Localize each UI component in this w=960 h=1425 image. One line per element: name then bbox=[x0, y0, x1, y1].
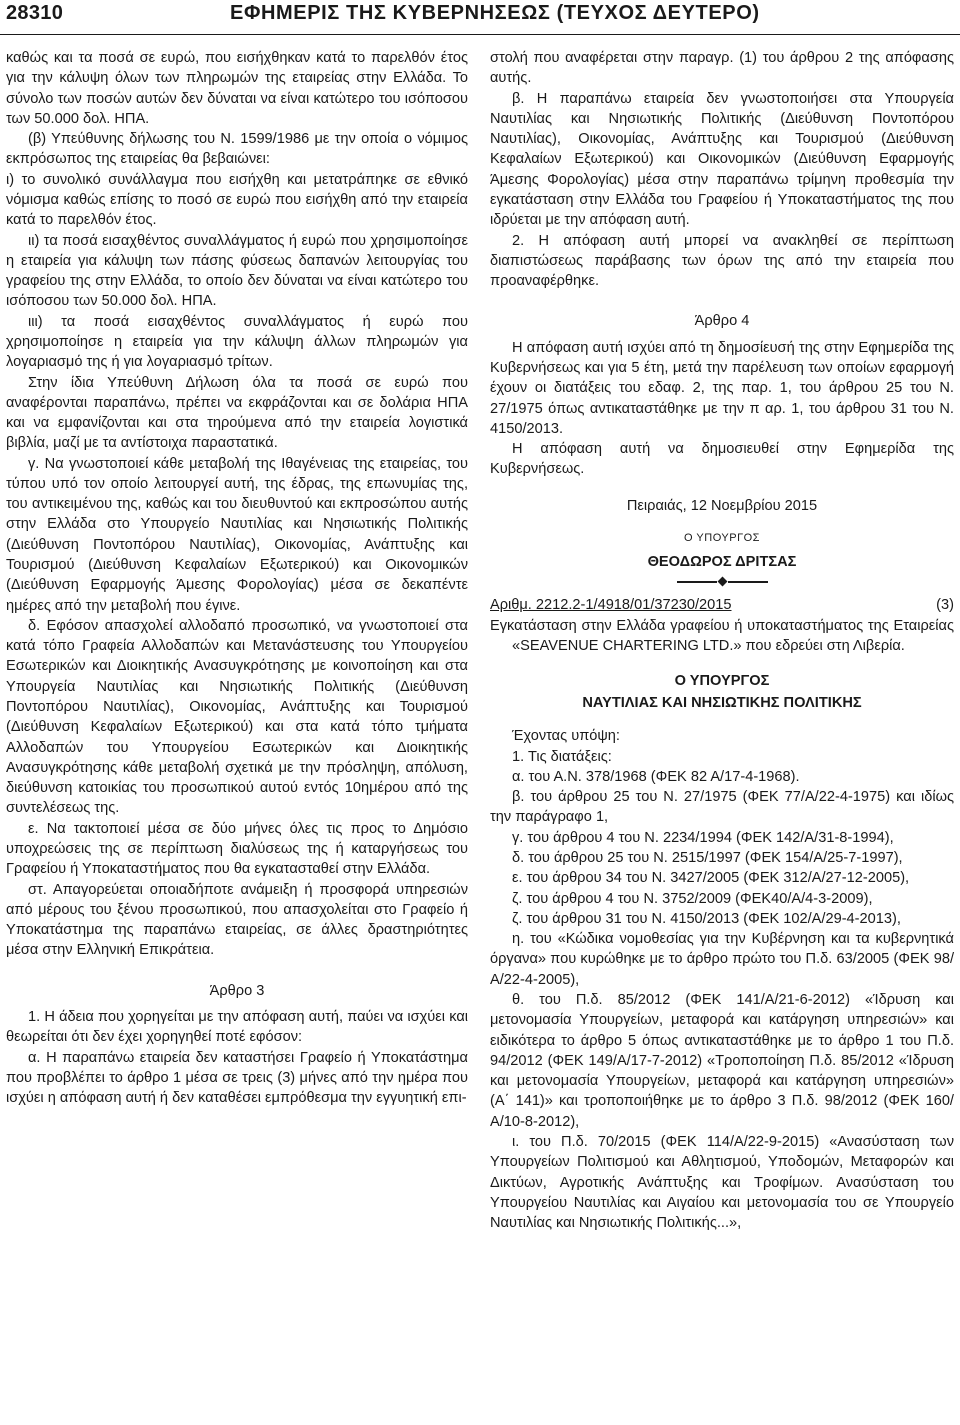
list-item: θ. του Π.δ. 85/2012 (ΦΕΚ 141/Α/21-6-2012) «Ίδρυση και μετονομασία Υπουργείων, μεταφορά και κατάργηση υπηρεσιών» και ειδικότερα το άρθρο 5 όπως αντικαταστάθηκε με το άρθρο 1 του Π.δ. 94/2012 (ΦΕΚ 149/Α/17-7-2012) «Τροποποίηση Π.δ. 85/2012 «Ίδρυση και μετονομασία Υπουργείων, μεταφορά και κατάργηση υπηρεσιών» (Α΄ 141)» και τροποποιήθηκε με το άρθρο 3 Π.δ. 98/2012 (ΦΕΚ 160/Α/10-8-2012), bbox=[490, 991, 954, 1130]
paragraph: Η απόφαση αυτή να δημοσιευθεί στην Εφημερίδα της Κυβερνήσεως. bbox=[490, 441, 954, 478]
section-divider bbox=[490, 578, 954, 585]
decision-title: Εγκατάσταση στην Ελλάδα γραφείου ή υποκαταστήματος της Εταιρείας «SEAVENUE CHARTERING LTD.» που εδρεύει στη Λιβερία. bbox=[490, 617, 954, 655]
paragraph: στ. Απαγορεύεται οποιαδήποτε ανάμειξη ή προσφορά υπηρεσιών από μέρους του ξένου προσωπικού, που απασχολείται στο Γραφείο ή Υποκατάστημα της παραπάνω εταιρείας, σε άλλες δραστηριότητες μέσα στην Ελληνική Επικράτεια. bbox=[6, 881, 468, 959]
list-item: β. του άρθρου 25 του Ν. 27/1975 (ΦΕΚ 77/Α/22-4-1975) και ιδίως την παράγραφο 1, bbox=[490, 789, 954, 826]
issuer-heading-line2: ΝΑΥΤΙΛΙΑΣ ΚΑΙ ΝΗΣΙΩΤΙΚΗΣ ΠΟΛΙΤΙΚΗΣ bbox=[582, 695, 862, 712]
minister-label: Ο ΥΠΟΥΡΓΟΣ bbox=[684, 531, 760, 544]
paragraph: γ. Να γνωστοποιεί κάθε μεταβολή της Ιθαγένειας της εταιρείας, του τύπου υπό τον οποίο λειτουργεί αυτή, της έδρας, της επωνυμίας της, του αντικειμένου της, καθώς και του διευθυντού και εκπροσώπου αυτής στην Ελλάδα στο Υπουργείο Ναυτιλίας και Νησιωτικής Πολιτικής (Διεύθυνση Ποντοπόρου Ναυτιλίας), Οικονομίας, Ανάπτυξης και Τουρισμού (Διεύθυνση Κεφαλαίων Εξωτερικού) και Οικονομικών (Διεύθυνση Εφαρμογής Άμεσης Φορολογίας) μέσα σε δεκαπέντε ημέρες από την μεταβολή που έγινε. bbox=[6, 455, 468, 614]
list-item: 1. Τις διατάξεις: bbox=[512, 748, 612, 765]
decision-index: (3) bbox=[936, 597, 954, 614]
article-heading: Άρθρο 4 bbox=[694, 313, 750, 330]
paragraph: ε. Να τακτοποιεί μέσα σε δύο μήνες όλες τις προς το Δημόσιο υποχρεώσεις της σε περίπτωση διαλύσεως της ή καταργήσεως του Γραφείου ή Υποκαταστήματος που θα εγκατασταθεί στην Ελλάδα. bbox=[6, 820, 468, 878]
paragraph: (β) Υπεύθυνης δήλωσης του Ν. 1599/1986 με την οποία ο νόμιμος εκπρόσωπος της εταιρείας θα βεβαιώνει: bbox=[6, 131, 468, 168]
right-column bbox=[490, 48, 954, 1233]
list-item: δ. του άρθρου 25 του Ν. 2515/1997 (ΦΕΚ 154/Α/25-7-1997), bbox=[512, 850, 903, 866]
considering-label: Έχοντας υπόψη: bbox=[512, 728, 620, 745]
paragraph: Στην ίδια Υπεύθυνη Δήλωση όλα τα ποσά σε ευρώ που αναφέρονται παραπάνω, πρέπει να εκφράζονται και σε δολάρια ΗΠΑ και να εμφανίζονται και στα τηρούμενα από την εταιρεία λογιστικά βιβλία, μαζί με τα αντίστοιχα παραστατικά. bbox=[6, 374, 468, 452]
minister-name: ΘΕΟΔΩΡΟΣ ΔΡΙΤΣΑΣ bbox=[647, 554, 797, 571]
page-number: 28310 bbox=[6, 2, 64, 24]
gazette-title: ΕΦΗΜΕΡΙΣ ΤΗΣ ΚΥΒΕΡΝΗΣΕΩΣ (ΤΕΥΧΟΣ ΔΕΥΤΕΡΟ) bbox=[230, 2, 760, 24]
paragraph: α. Η παραπάνω εταιρεία δεν καταστήσει Γραφείο ή Υποκατάστημα που προβλέπει το άρθρο 1 μέσα σε τρεις (3) μήνες από την ημέρα που ισχύει η απόφαση αυτή ή δεν καταθέσει εμπρόθεσμα την εγγυητική επι- bbox=[6, 1049, 468, 1107]
list-item: γ. του άρθρου 4 του Ν. 2234/1994 (ΦΕΚ 142/Α/31-8-1994), bbox=[512, 829, 894, 846]
left-column bbox=[6, 48, 468, 1108]
decision-number-row bbox=[490, 595, 954, 615]
list-item: ζ. του άρθρου 31 του Ν. 4150/2013 (ΦΕΚ 102/Α/29-4-2013), bbox=[512, 910, 901, 927]
paragraph: στολή που αναφέρεται στην παραγρ. (1) του άρθρου 2 της απόφασης αυτής. bbox=[490, 50, 954, 87]
place-date: Πειραιάς, 12 Νοεμβρίου 2015 bbox=[626, 497, 818, 514]
paragraph: ιιι) τα ποσά εισαχθέντος συναλλάγματος ή ευρώ που χρησιμοποίησε η εταιρεία για την κάλυψη άλλων πληρωμών για λογαριασμό της ή για λογαριασμό τρίτων. bbox=[6, 313, 468, 371]
list-item: ι. του Π.δ. 70/2015 (ΦΕΚ 114/Α/22-9-2015) «Ανασύσταση των Υπουργείων Πολιτισμού και Αθλητισμού, Υποδομών, Μεταφορών και Δικτύων, Αγροτικής Ανάπτυξης και Τροφίμων. Ανασύσταση του Υπουργείου Ναυτιλίας και Αιγαίου και μετονομασία του σε Υπουργείο Ναυτιλίας και Νησιωτικής Πολιτικής...», bbox=[490, 1133, 954, 1232]
list-item: α. του Α.Ν. 378/1968 (ΦΕΚ 82 Α/17-4-1968). bbox=[512, 768, 800, 785]
decision-number: Αριθμ. 2212.2-1/4918/01/37230/2015 bbox=[490, 597, 732, 614]
list-item: η. του «Κώδικα νομοθεσίας για την Κυβέρνηση και τα κυβερνητικά όργανα» που κυρώθηκε με το άρθρο πρώτο του Π.δ. 63/2005 (ΦΕΚ 98/Α/22-4-2005), bbox=[490, 931, 954, 988]
paragraph: ιι) τα ποσά εισαχθέντος συναλλάγματος ή ευρώ που χρησιμοποίησε η εταιρεία για κάλυψη των πάσης φύσεως δαπανών λειτουργίας του γραφείου της στην Ελλάδα, το οποίο δεν δύναται να είναι κατώτερο του ισόποσου των 50.000 δολ. ΗΠΑ. bbox=[6, 232, 468, 310]
page-header bbox=[0, 0, 960, 35]
list-item: ε. του άρθρου 34 του Ν. 3427/2005 (ΦΕΚ 312/Α/27-12-2005), bbox=[512, 870, 910, 887]
list-item: ζ. του άρθρου 4 του Ν. 3752/2009 (ΦΕΚ40/Α/4-3-2009), bbox=[512, 890, 873, 907]
paragraph: 1. Η άδεια που χορηγείται με την απόφαση αυτή, παύει να ισχύει και θεωρείται ότι δεν έχει χορηγηθεί ποτέ εφόσον: bbox=[6, 1008, 468, 1046]
article-heading: Άρθρο 3 bbox=[209, 982, 265, 999]
paragraph: Η απόφαση αυτή ισχύει από τη δημοσίευσή της στην Εφημερίδα της Κυβερνήσεως και για 5 έτη, μετά την παρέλευση των οποίων εφαρμογή έχουν οι διατάξεις του εδαφ. 2, της παρ. 1, του άρθρου 25 του Ν. 27/1975 όπως αντικαταστάθηκε με την π αρ. 1, του άρθρου 31 του Ν. 4150/2013. bbox=[490, 339, 954, 437]
paragraph: καθώς και τα ποσά σε ευρώ, που εισήχθηκαν κατά το παρελθόν έτος για την κάλυψη όλων των πληρωμών της εταιρείας στην Ελλάδα. Το σύνολο των ποσών αυτών δεν δύναται να είναι κατώτερο του ισόποσου των 50.000 δολ. ΗΠΑ. bbox=[6, 50, 468, 127]
paragraph: 2. Η απόφαση αυτή μπορεί να ανακληθεί σε περίπτωση διαπιστώσεως παράβασης των όρων της από την εταιρεία που προαναφέρθηκε. bbox=[490, 232, 954, 290]
paragraph: β. Η παραπάνω εταιρεία δεν γνωστοποιήσει στα Υπουργεία Ναυτιλίας και Νησιωτικής Πολιτικής (Διεύθυνση Ποντοπόρου Ναυτιλίας), Οικονομίας, Ανάπτυξης και Τουρισμού (Διεύθυνση Κεφαλαίων Εξωτερικού) και Οικονομικών (Διεύθυνση Εφαρμογής Άμεσης Φορολογίας) μέσα στην παραπάνω τρίμηνη προθεσμία την εγκατάσταση στην Ελλάδα του Γραφείου ή Υποκαταστήματος της που ιδρύεται με την απόφαση αυτή. bbox=[490, 90, 954, 229]
paragraph: ι) το συνολικό συνάλλαγμα που εισήχθη και μετατράπηκε σε εθνικό νόμισμα καθώς επίσης το ποσό σε ευρώ που εισήχθη από την εταιρεία κατά το παρελθόν έτος. bbox=[6, 171, 468, 229]
paragraph: δ. Εφόσον απασχολεί αλλοδαπό προσωπικό, να γνωστοποιεί στα κατά τόπο Γραφεία Αλλοδαπών και Μετανάστευσης του Υπουργείου Εσωτερικών και Διοικητικής Ανασυγκρότησης με κοινοποίηση και στα Υπουργεία Ναυτιλίας και Νησιωτικής Πολιτικής (Διεύθυνση Ποντοπόρου Ναυτιλίας), Οικονομίας, Ανάπτυξης και Τουρισμού (Διεύθυνση Κεφαλαίων Εξωτερικού) και στα κατά τόπο τμήματα Αλλοδαπών του Υπουργείου Εσωτερικών και Διοικητικής Ανασυγκρότησης κάθε μεταβολή σχετικά με την πρόσληψη, απόλυση, διεύθυνση κατοικίας του προσωπικού αυτού εντός 10ημέρου από της συντελέσεως της. bbox=[6, 617, 468, 817]
issuer-heading bbox=[490, 670, 954, 714]
issuer-heading-line1: Ο ΥΠΟΥΡΓΟΣ bbox=[674, 673, 770, 690]
